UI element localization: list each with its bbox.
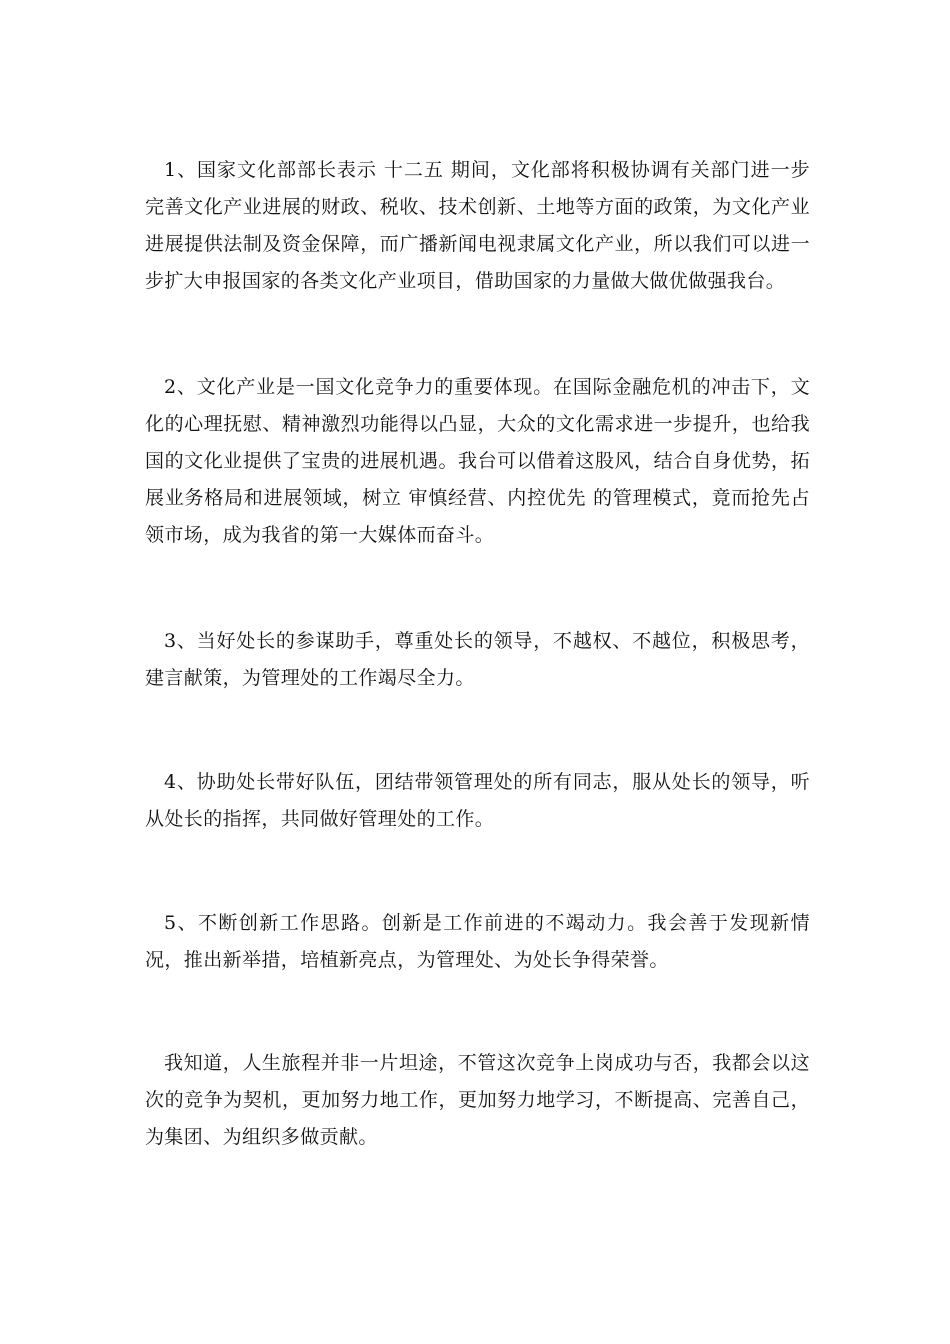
paragraph-3-assist-director: 3、当好处长的参谋助手，尊重处长的领导，不越权、不越位，积极思考，建言献策，为管理处的工作竭尽全力。 xyxy=(145,630,810,689)
paragraph-2-cultural-industry: 2、文化产业是一国文化竞争力的重要体现。在国际金融危机的冲击下，文化的心理抚慰、精神激烈功能得以凸显，大众的文化需求进一步提升，也给我国的文化业提供了宝贵的进展机遇。我台可以借着这股风，结合自身优势，拓展业务格局和进展领域，树立 审慎经营、内控优先 的管理模式，竟而抢先占领市场，成为我省的第一大媒体而奋斗。 xyxy=(145,376,810,546)
paragraph-closing: 我知道，人生旅程并非一片坦途，不管这次竞争上岗成功与否，我都会以这次的竞争为契机，更加努力地工作，更加努力地学习，不断提高、完善自己，为集团、为组织多做贡献。 xyxy=(145,1052,810,1148)
paragraph-5-innovation: 5、不断创新工作思路。创新是工作前进的不竭动力。我会善于发现新情况，推出新举措，培植新亮点，为管理处、为处长争得荣誉。 xyxy=(145,912,810,971)
paragraph-4-team-leadership: 4、协助处长带好队伍，团结带领管理处的所有同志，服从处长的领导，听从处长的指挥，共同做好管理处的工作。 xyxy=(145,771,810,830)
paragraph-1-cultural-policy: 1、国家文化部部长表示 十二五 期间，文化部将积极协调有关部门进一步完善文化产业进展的财政、税收、技术创新、土地等方面的政策，为文化产业进展提供法制及资金保障，而广播新闻电视隶属文化产业，所以我们可以进一步扩大申报国家的各类文化产业项目，借助国家的力量做大做优做强我台。 xyxy=(145,159,810,292)
